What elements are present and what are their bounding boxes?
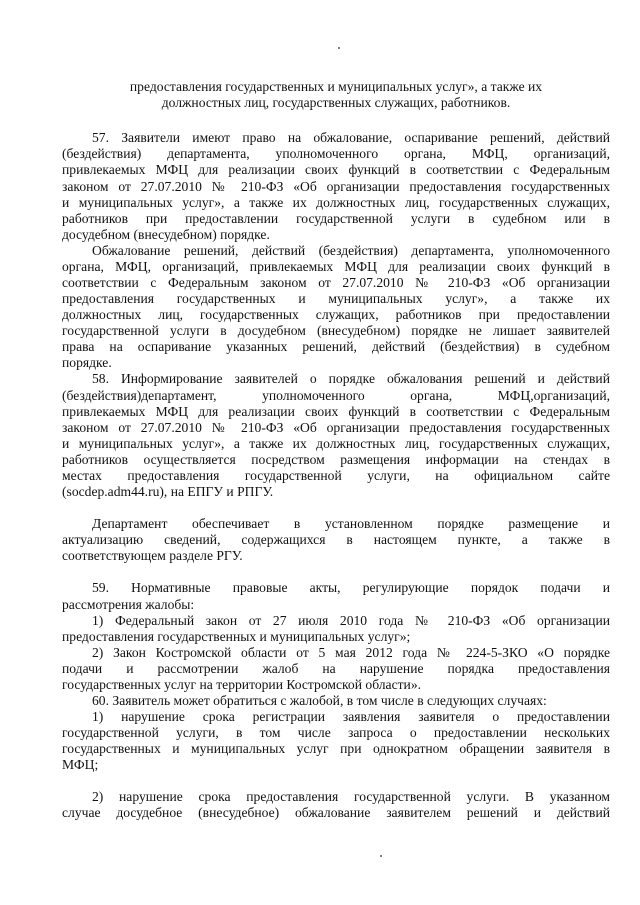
paragraph-59-2-line: подачи и рассмотрении жалоб на нарушение порядка предоставления bbox=[62, 661, 610, 676]
paragraph-57-line: работников при предоставлении государственной услуги в судебном или в bbox=[62, 211, 610, 226]
paragraph-60-2-line: случае досудебное (внесудебное) обжалование заявителем решений и действий bbox=[62, 805, 610, 820]
paragraph-57-line: 57. Заявители имеют право на обжалование, оспаривание решений, действий bbox=[92, 130, 610, 145]
paragraph-57b-line: органа, МФЦ, организаций, привлекаемых МФЦ для реализации своих функций в bbox=[62, 259, 610, 274]
paragraph-58-line: 58. Информирование заявителей о порядке обжалования решений и действий bbox=[92, 371, 610, 386]
paragraph-58-line: и муниципальных услуг», а также их должностных лиц, государственных служащих, bbox=[62, 436, 610, 451]
paragraph-60-1-line: государственной услуги, в том числе запроса о предоставлении нескольких bbox=[62, 725, 610, 740]
paragraph-57-line: привлекаемых МФЦ для реализации своих функций в соответствии с Федеральным bbox=[62, 162, 610, 177]
paragraph-57-line: досудебном (внесудебном) порядке. bbox=[62, 227, 270, 242]
paragraph-57-line: и муниципальных услуг», а также их должностных лиц, государственных служащих, bbox=[62, 195, 610, 210]
paragraph-60-1-line: МФЦ; bbox=[62, 757, 99, 772]
paragraph-59-1-line: 1) Федеральный закон от 27 июля 2010 года № 210-ФЗ «Об организации bbox=[92, 613, 610, 628]
header-line: предоставления государственных и муниципальных услуг», а также их bbox=[129, 79, 543, 94]
paragraph-57b-line: должностных лиц, государственных служащих, работников при предоставлении bbox=[62, 307, 610, 322]
paragraph-57b-line: соответствии с Федеральным законом от 27.07.2010 № 210-ФЗ «Об организации bbox=[62, 275, 610, 290]
paragraph-58-line: привлекаемых МФЦ для реализации своих функций в соответствии с Федеральным bbox=[62, 404, 610, 419]
header-line: должностных лиц, государственных служащих, работников. bbox=[161, 95, 511, 110]
paragraph-58-line: (socdep.adm44.ru), на ЕПГУ и РПГУ. bbox=[62, 484, 274, 499]
paragraph-60-line: 60. Заявитель может обратиться с жалобой, в том числе в следующих случаях: bbox=[92, 693, 547, 708]
scan-speck bbox=[338, 47, 340, 49]
paragraph-58-line: законом от 27.07.2010 № 210-ФЗ «Об организации предоставления государственных bbox=[62, 420, 610, 435]
paragraph-58b-line: соответствующем разделе РГУ. bbox=[62, 548, 243, 563]
paragraph-58-line: местах предоставления государственной услуги, на официальном сайте bbox=[62, 468, 610, 483]
paragraph-57b-line: права на оспаривание указанных решений, действий (бездействия) в судебном bbox=[62, 339, 610, 354]
paragraph-57-line: законом от 27.07.2010 № 210-ФЗ «Об организации предоставления государственных bbox=[62, 179, 610, 194]
paragraph-59-line: 59. Нормативные правовые акты, регулирующие порядок подачи и bbox=[92, 580, 610, 595]
paragraph-58b-line: актуализацию сведений, содержащихся в настоящем пункте, а также в bbox=[62, 532, 610, 547]
paragraph-57b-line: государственной услуги в досудебном (внесудебном) порядке не лишает заявителей bbox=[62, 323, 610, 338]
paragraph-60-2-line: 2) нарушение срока предоставления государственной услуги. В указанном bbox=[92, 789, 610, 804]
paragraph-59-1-line: предоставления государственных и муниципальных услуг»; bbox=[62, 629, 411, 644]
paragraph-57b-line: Обжалование решений, действий (бездействия) департамента, уполномоченного bbox=[92, 243, 610, 258]
paragraph-59-2-line: государственных услуг на территории Костромской области». bbox=[62, 677, 422, 692]
scan-speck bbox=[380, 855, 382, 857]
paragraph-58-line: работников осуществляется посредством размещения информации на стендах в bbox=[62, 452, 610, 467]
paragraph-59-2-line: 2) Закон Костромской области от 5 мая 2012 года № 224-5-ЗКО «О порядке bbox=[92, 645, 610, 660]
paragraph-59-line: рассмотрения жалобы: bbox=[62, 597, 195, 612]
paragraph-60-1-line: государственных и муниципальных услуг при однократном обращении заявителя в bbox=[62, 741, 610, 756]
paragraph-57b-line: порядке. bbox=[62, 355, 112, 370]
paragraph-58-line: (бездействия)департамент, уполномоченного органа, МФЦ,организаций, bbox=[62, 388, 610, 403]
paragraph-58b-line: Департамент обеспечивает в установленном порядке размещение и bbox=[92, 516, 610, 531]
paragraph-57-line: (бездействия) департамента, уполномоченного органа, МФЦ, организаций, bbox=[62, 146, 610, 161]
paragraph-57b-line: предоставления государственных и муниципальных услуг», а также их bbox=[62, 291, 610, 306]
paragraph-60-1-line: 1) нарушение срока регистрации заявления заявителя о предоставлении bbox=[92, 709, 610, 724]
